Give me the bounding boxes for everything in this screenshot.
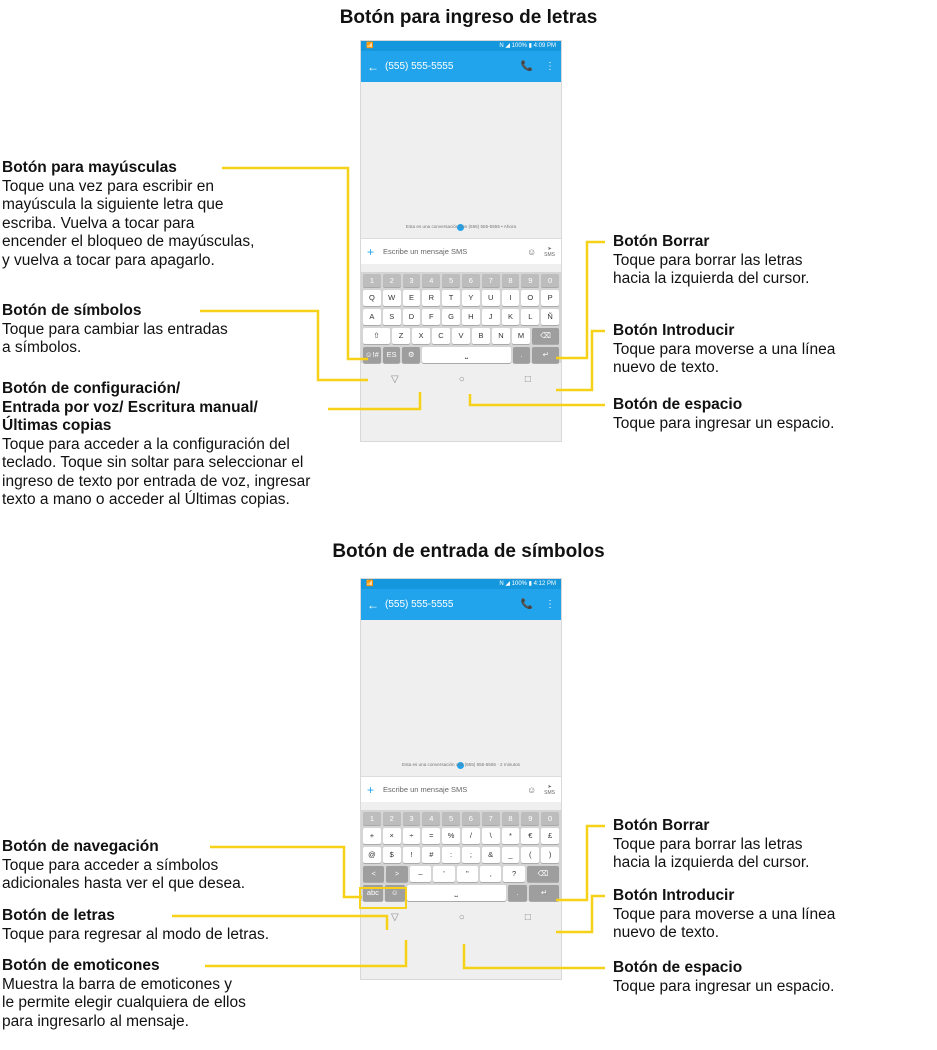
back-arrow-icon[interactable]: ←: [367, 59, 379, 74]
key[interactable]: R: [422, 290, 440, 306]
callout-line: adicionales hasta ver el que desea.: [2, 875, 245, 892]
key[interactable]: 3: [403, 812, 421, 825]
key[interactable]: 0: [541, 274, 559, 287]
key[interactable]: 4: [422, 274, 440, 287]
line-introducir1: [556, 331, 605, 390]
send-icon: ➤: [547, 783, 552, 790]
callout-line: a símbolos.: [2, 339, 82, 356]
callout-letras: [2, 907, 269, 944]
key[interactable]: –: [410, 866, 431, 882]
key[interactable]: €: [521, 828, 539, 844]
key[interactable]: A: [363, 309, 381, 325]
callout-heading: Botón Introducir: [613, 322, 735, 339]
callout-line: Toque para ingresar un espacio.: [613, 414, 835, 432]
callout-line: le permite elegir cualquiera de ellos: [2, 994, 246, 1011]
key[interactable]: _: [502, 847, 520, 863]
key[interactable]: H: [462, 309, 480, 325]
key[interactable]: £: [541, 828, 559, 844]
key[interactable]: 8: [502, 274, 520, 287]
home-nav-icon[interactable]: ○: [458, 911, 465, 923]
callout-line: teclado. Toque sin soltar para seleccionar el: [2, 454, 304, 471]
letters-key[interactable]: abc: [363, 885, 383, 901]
callout-line: Toque para acceder a símbolos: [2, 856, 219, 874]
key[interactable]: 2: [383, 274, 401, 287]
key[interactable]: J: [482, 309, 500, 325]
callout-line: hacia la izquierda del cursor.: [613, 854, 810, 871]
back-nav-icon[interactable]: ▽: [391, 911, 399, 923]
key[interactable]: P: [541, 290, 559, 306]
callout-heading: Entrada por voz/ Escritura manual/: [2, 398, 258, 416]
contact-number: (555) 555-5555: [385, 599, 454, 610]
callout-line: Toque para moverse a una línea: [613, 340, 836, 358]
period-key[interactable]: .: [508, 885, 528, 901]
line-espacio2: [464, 944, 605, 968]
callout-line: texto a mano o acceder al Últimas copias.: [2, 491, 290, 508]
callout-heading: Botón Introducir: [613, 887, 735, 904]
callout-heading: Botón de letras: [2, 907, 115, 924]
callout-line: hacia la izquierda del cursor.: [613, 270, 810, 287]
key[interactable]: \: [482, 828, 500, 844]
key[interactable]: :: [442, 847, 460, 863]
callout-introducir-2: [613, 887, 835, 943]
period-key[interactable]: .: [513, 347, 531, 363]
callout-line: ingreso de texto por entrada de voz, ingresar: [2, 472, 311, 490]
emoji-icon[interactable]: ☺: [526, 246, 537, 257]
add-attachment-icon[interactable]: +: [367, 782, 375, 797]
callout-configuracion: [2, 380, 310, 510]
key[interactable]: +: [363, 828, 381, 844]
key[interactable]: 5: [442, 812, 460, 825]
key[interactable]: K: [502, 309, 520, 325]
nav-keys-highlight: [360, 888, 406, 908]
key[interactable]: ,: [480, 866, 501, 882]
callout-heading: Últimas copias: [2, 417, 112, 434]
key[interactable]: T: [442, 290, 460, 306]
key[interactable]: 1: [363, 274, 381, 287]
key[interactable]: (: [521, 847, 539, 863]
callout-borrar-2: [613, 817, 809, 873]
signal-icon: 📶: [366, 581, 374, 587]
enter-key[interactable]: ↵: [532, 347, 559, 363]
emoji-icon[interactable]: ☺: [526, 784, 537, 795]
callout-borrar-1: [613, 233, 809, 289]
callout-line: escriba. Vuelva a tocar para: [2, 214, 195, 232]
key[interactable]: M: [512, 328, 530, 344]
add-attachment-icon[interactable]: +: [367, 244, 375, 259]
key[interactable]: !: [403, 847, 421, 863]
callout-heading: Botón de emoticones: [2, 957, 160, 974]
nav-right-key[interactable]: >: [386, 866, 407, 882]
callout-line: Toque para regresar al modo de letras.: [2, 925, 270, 943]
key[interactable]: =: [422, 828, 440, 844]
key[interactable]: *: [502, 828, 520, 844]
key[interactable]: W: [383, 290, 401, 306]
key[interactable]: S: [383, 309, 401, 325]
key[interactable]: ": [457, 866, 478, 882]
status-text: N ◢ 100% ▮ 4:12 PM: [499, 581, 556, 587]
callout-line: mayúscula la siguiente letra que: [2, 196, 224, 213]
symbols-key[interactable]: ☺!#: [363, 347, 381, 363]
callout-line: Toque para borrar las letras: [613, 251, 803, 269]
callout-line: Toque una vez para escribir en: [2, 177, 214, 195]
callout-heading: Botón de espacio: [613, 959, 743, 976]
line-borrar1: [556, 242, 605, 358]
key[interactable]: ;: [462, 847, 480, 863]
callout-heading: Botón para mayúsculas: [2, 159, 177, 176]
key[interactable]: D: [403, 309, 421, 325]
back-nav-icon[interactable]: ▽: [391, 373, 399, 385]
contact-number: (555) 555-5555: [385, 61, 454, 72]
nav-left-key[interactable]: <: [363, 866, 384, 882]
key[interactable]: /: [462, 828, 480, 844]
space-key[interactable]: ⎵: [422, 347, 511, 363]
line-introducir2: [556, 896, 605, 932]
callout-espacio-2: [613, 959, 834, 996]
menu-icon[interactable]: ⋮: [545, 61, 555, 72]
key[interactable]: X: [412, 328, 430, 344]
callout-line: encender el bloqueo de mayúsculas,: [2, 233, 255, 250]
key[interactable]: 4: [422, 812, 440, 825]
call-icon[interactable]: 📞: [520, 599, 533, 610]
key[interactable]: $: [383, 847, 401, 863]
enter-key[interactable]: ↵: [529, 885, 559, 901]
send-label: SMS: [544, 251, 555, 258]
callout-heading: Botón de espacio: [613, 396, 743, 413]
key[interactable]: ): [541, 847, 559, 863]
home-nav-icon[interactable]: ○: [458, 373, 465, 385]
key[interactable]: 8: [502, 812, 520, 825]
key[interactable]: L: [521, 309, 539, 325]
key[interactable]: 3: [403, 274, 421, 287]
callout-line: Toque para borrar las letras: [613, 835, 803, 853]
settings-key[interactable]: ⚙: [402, 347, 420, 363]
title-symbols: Botón de entrada de símbolos: [332, 541, 605, 562]
language-key[interactable]: ES: [383, 347, 401, 363]
key[interactable]: Q: [363, 290, 381, 306]
message-input[interactable]: Escribe un mensaje SMS: [383, 247, 468, 256]
key[interactable]: 7: [482, 812, 500, 825]
line-espacio1: [470, 394, 605, 405]
key[interactable]: 9: [521, 274, 539, 287]
emoticons-key[interactable]: ☺: [385, 885, 405, 901]
key[interactable]: G: [442, 309, 460, 325]
key[interactable]: F: [422, 309, 440, 325]
key[interactable]: 5: [442, 274, 460, 287]
send-icon: ➤: [547, 245, 552, 252]
key[interactable]: 6: [462, 812, 480, 825]
key[interactable]: C: [432, 328, 450, 344]
key[interactable]: N: [492, 328, 510, 344]
conversation-info-text: Esta es una conversación con (555) 555-5555 • Ahora: [405, 224, 517, 229]
key[interactable]: ×: [383, 828, 401, 844]
key[interactable]: V: [452, 328, 470, 344]
key[interactable]: &: [482, 847, 500, 863]
key[interactable]: @: [363, 847, 381, 863]
key[interactable]: Y: [462, 290, 480, 306]
callout-heading: Botón de configuración/: [2, 380, 181, 397]
send-label: SMS: [544, 789, 555, 796]
back-arrow-icon[interactable]: ←: [367, 597, 379, 612]
callout-line: Toque para ingresar un espacio.: [613, 977, 835, 995]
callout-espacio-1: [613, 396, 834, 433]
callout-line: Toque para moverse a una línea: [613, 905, 836, 923]
key[interactable]: E: [403, 290, 421, 306]
callout-line: y vuelva a tocar para apagarlo.: [2, 251, 215, 269]
callout-line: nuevo de texto.: [613, 924, 719, 941]
key[interactable]: B: [472, 328, 490, 344]
call-icon[interactable]: 📞: [520, 61, 533, 72]
key[interactable]: O: [521, 290, 539, 306]
key[interactable]: 6: [462, 274, 480, 287]
key[interactable]: ': [433, 866, 454, 882]
callout-heading: Botón Borrar: [613, 233, 710, 250]
callout-heading: Botón de símbolos: [2, 302, 142, 319]
line-configuracion: [328, 392, 420, 409]
message-input[interactable]: Escribe un mensaje SMS: [383, 785, 468, 794]
callout-introducir-1: [613, 322, 835, 378]
recents-nav-icon[interactable]: □: [524, 911, 531, 923]
callout-heading: Botón de navegación: [2, 838, 159, 855]
callout-line: Toque para acceder a la configuración del: [2, 435, 290, 453]
key[interactable]: 7: [482, 274, 500, 287]
key[interactable]: 9: [521, 812, 539, 825]
callout-heading: Botón Borrar: [613, 817, 710, 834]
key[interactable]: 2: [383, 812, 401, 825]
key[interactable]: ÷: [403, 828, 421, 844]
key[interactable]: #: [422, 847, 440, 863]
callout-line: Toque para cambiar las entradas: [2, 320, 228, 338]
callout-mayusculas: [2, 159, 254, 270]
callout-line: nuevo de texto.: [613, 359, 719, 376]
key[interactable]: U: [482, 290, 500, 306]
conversation-info-text: Esta es una conversación con (555) 555-5555 · 2 minutos: [402, 762, 520, 767]
key[interactable]: 1: [363, 812, 381, 825]
callout-line: Muestra la barra de emoticones y: [2, 975, 233, 993]
recents-nav-icon[interactable]: □: [524, 373, 531, 385]
delete-key[interactable]: ⌫: [527, 866, 559, 882]
callout-navegacion: [2, 838, 245, 894]
key[interactable]: %: [442, 828, 460, 844]
key[interactable]: Z: [392, 328, 410, 344]
title-letters: Botón para ingreso de letras: [339, 7, 598, 28]
callout-line: para ingresarlo al mensaje.: [2, 1012, 189, 1030]
delete-key[interactable]: ⌫: [532, 328, 559, 344]
key[interactable]: Ñ: [541, 309, 559, 325]
callout-simbolos: [2, 302, 228, 358]
callout-emoticones: [2, 957, 246, 1031]
space-key[interactable]: ⎵: [407, 885, 506, 901]
shift-key[interactable]: ⇧: [363, 328, 390, 344]
signal-icon: 📶: [366, 43, 374, 49]
menu-icon[interactable]: ⋮: [545, 599, 555, 610]
status-text: N ◢ 100% ▮ 4:09 PM: [499, 43, 556, 49]
key[interactable]: ?: [503, 866, 524, 882]
key[interactable]: 0: [541, 812, 559, 825]
line-borrar2: [556, 826, 605, 900]
key[interactable]: I: [502, 290, 520, 306]
